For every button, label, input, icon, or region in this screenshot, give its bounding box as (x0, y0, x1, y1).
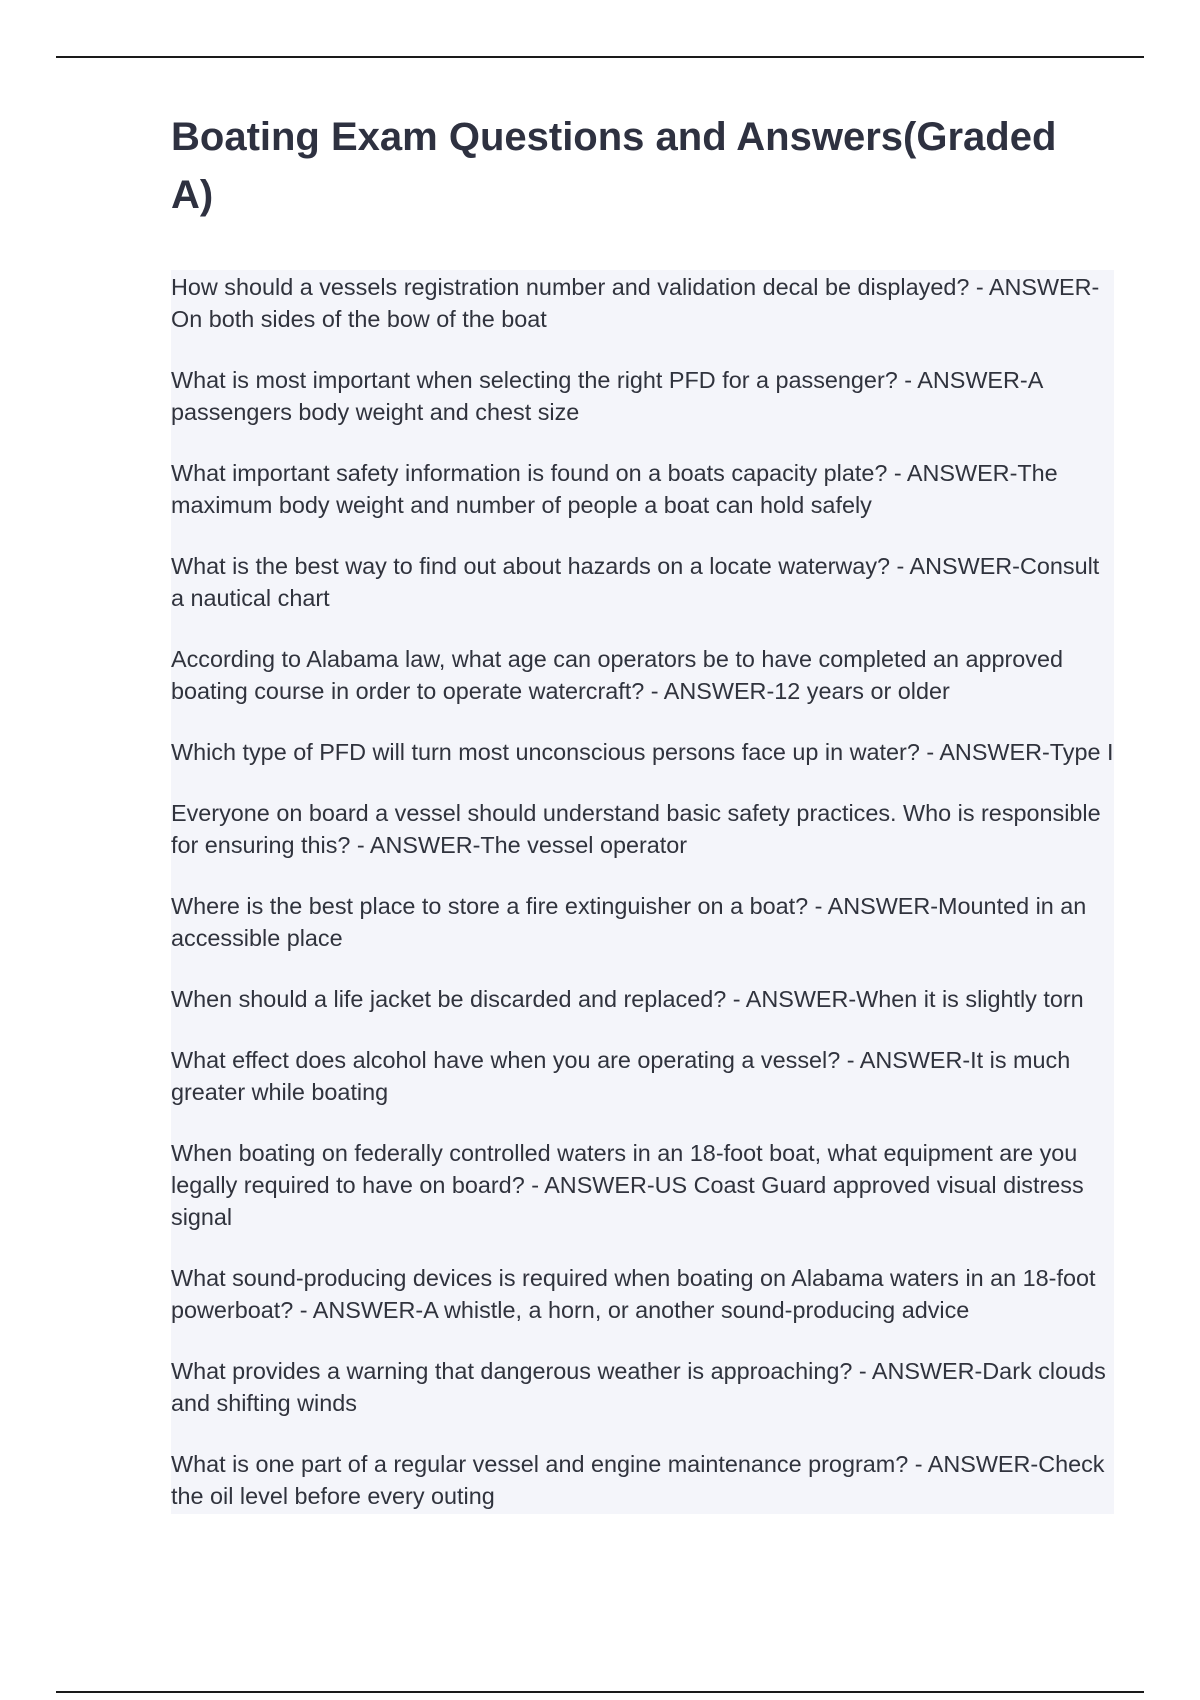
qa-item: Where is the best place to store a fire extinguisher on a boat? - ANSWER-Mounted in an accessible place (171, 893, 1087, 951)
qa-item: According to Alabama law, what age can operators be to have completed an approved boating course in order to operate watercraft? - ANSWER-12 years or older (171, 646, 1064, 704)
qa-item: What provides a warning that dangerous weather is approaching? - ANSWER-Dark clouds and shifting winds (171, 1358, 1106, 1416)
qa-item: What is the best way to find out about hazards on a locate waterway? - ANSWER-Consult a nautical chart (171, 553, 1100, 611)
top-rule (56, 56, 1144, 58)
qa-list (171, 270, 1114, 1514)
bottom-rule (56, 1691, 1144, 1693)
qa-item: How should a vessels registration number and validation decal be displayed? - ANSWER-On both sides of the bow of the boat (171, 274, 1100, 332)
page-title: Boating Exam Questions and Answers(Graded A) (171, 115, 1057, 217)
qa-item: Everyone on board a vessel should understand basic safety practices. Who is responsible for ensuring this? - ANSWER-The vessel operator (171, 800, 1101, 858)
qa-item: What is most important when selecting the right PFD for a passenger? - ANSWER-A passengers body weight and chest size (171, 367, 1043, 425)
qa-item: What important safety information is found on a boats capacity plate? - ANSWER-The maximum body weight and number of people a boat can hold safely (171, 460, 1058, 518)
qa-item: Which type of PFD will turn most unconscious persons face up in water? - ANSWER-Type I (171, 739, 1114, 765)
qa-item: What effect does alcohol have when you are operating a vessel? - ANSWER-It is much greater while boating (171, 1047, 1071, 1105)
qa-item: When should a life jacket be discarded and replaced? - ANSWER-When it is slightly torn (171, 986, 1084, 1012)
qa-item: What is one part of a regular vessel and engine maintenance program? - ANSWER-Check the oil level before every outing (171, 1451, 1105, 1509)
qa-item: What sound-producing devices is required when boating on Alabama waters in an 18-foot powerboat? - ANSWER-A whistle, a horn, or another sound-producing advice (171, 1265, 1096, 1323)
qa-item: When boating on federally controlled waters in an 18-foot boat, what equipment are you legally required to have on board? - ANSWER-US Coast Guard approved visual distress signal (171, 1140, 1084, 1230)
